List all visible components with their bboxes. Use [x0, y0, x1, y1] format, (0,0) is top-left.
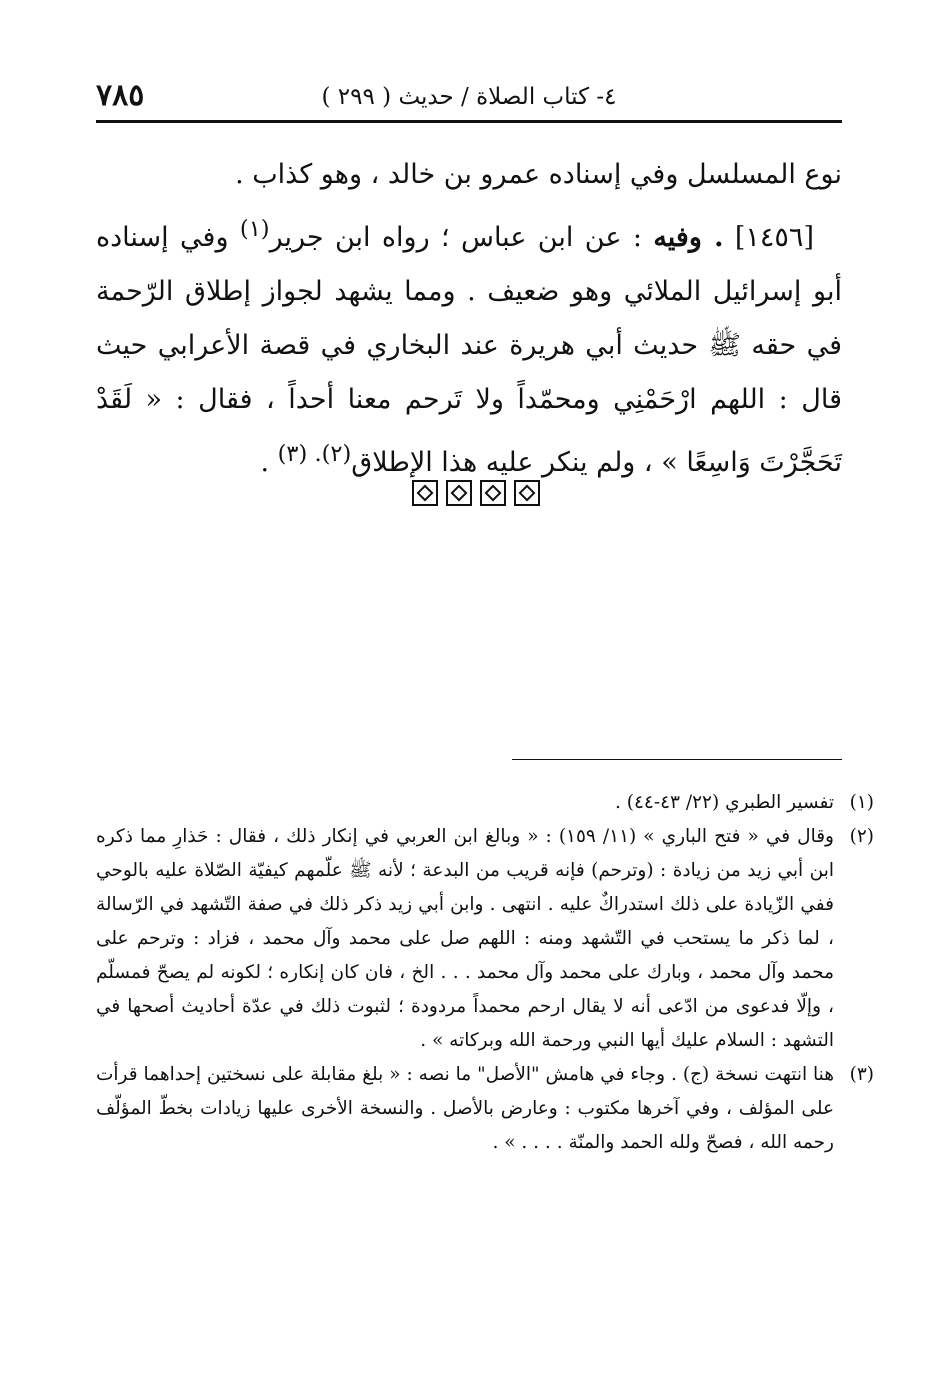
footnote-ref-1: (١) [239, 216, 270, 242]
footnote-text: هنا انتهت نسخة (ج) . وجاء في هامش "الأصل" ما نصه : « بلغ مقابلة على نسختين إحداهما قرأت على المؤلف ، وفي آخرها مكتوب : وعارض بالأصل . والنسخة الأخرى عليها زيادات بخطّ المؤلّف رحمه الله ، فصحّ ولله الحمد والمنّة . . . . » . [96, 1064, 834, 1153]
running-title: ٤- كتاب الصلاة / حديث ( ٢٩٩ ) [321, 84, 617, 110]
fihi-label: . وفيه [653, 222, 724, 253]
page-header [96, 70, 842, 120]
footnote-rule [512, 759, 842, 760]
footnote-number: (٢) [849, 826, 874, 847]
footnotes [96, 786, 874, 1160]
ornament-icon [446, 480, 472, 506]
footnote-2 [96, 820, 874, 1058]
hadith-number: [١٤٥٦] [734, 222, 814, 253]
section-ornament [0, 480, 951, 512]
footnote-number: (٣) [849, 1064, 874, 1085]
footnote-ref-3: . (٣) [277, 441, 322, 467]
ornament-icon [412, 480, 438, 506]
footnote-text: وقال في « فتح الباري » (١١/ ١٥٩) : « وبالغ ابن العربي في إنكار ذلك ، فقال : حَذارِ مما ذكره ابن أبي زيد من زيادة : (وترحم) فإنه قريب من البدعة ؛ لأنه ﷺ علّمهم كيفيّة الصّلاة عليه بالوحي ففي الزّيادة على ذلك استدراكٌ عليه . انتهى . وابن أبي زيد ذكر ذلك في صفة التّشهد في الرّسالة ، لما ذكر ما يستحب في التّشهد ومنه : اللهم صل على محمد وآل محمد ، فزاد : وترحم على محمد وآل محمد ، وبارك على محمد وآل محمد . . . الخ ، فان كان إنكاره ؛ لكونه لم يصحّ فمسلّم ، وإلّا فدعوى من ادّعى أنه لا يقال ارحم محمداً مردودة ؛ لثبوت ذلك في عدّة أحاديث أصحها في التشهد : السلام عليك أيها النبي ورحمة الله وبركاته » . [96, 826, 834, 1051]
footnote-1 [96, 786, 874, 820]
paragraph-2: [١٤٥٦] . وفيه : عن ابن عباس ؛ رواه ابن جرير$^{(١)}$ وفي إسناده أبو إسرائيل الملائي وهو ضعيف . ومما يشهد لجواز إطلاق الرّحمة في حقه ﷺ حديث أبي هريرة عند البخاري في قصة الأعرابي حيث قال : اللهم ارْحَمْنِي ومحمّداً ولا تَرحم معنا أحداً ، فقال : « لَقَدْ تَحَجَّرْتَ وَاسِعًا » ، ولم ينكر عليه هذا الإطلاق$^{(٢). (٣)}$ . [96, 216, 842, 478]
header-rule [96, 120, 842, 123]
ornament-icon [514, 480, 540, 506]
footnote-number: (١) [849, 792, 874, 813]
page-number: ٧٨٥ [96, 78, 145, 113]
footnote-ref-2: (٢) [321, 441, 352, 467]
footnote-3 [96, 1058, 874, 1160]
paragraph-1: نوع المسلسل وفي إسناده عمرو بن خالد ، وهو كذاب . [235, 159, 842, 190]
footnote-text: تفسير الطبري (٢٢/ ٤٣-٤٤) . [614, 792, 834, 813]
ornament-icon [480, 480, 506, 506]
main-text [96, 148, 842, 490]
